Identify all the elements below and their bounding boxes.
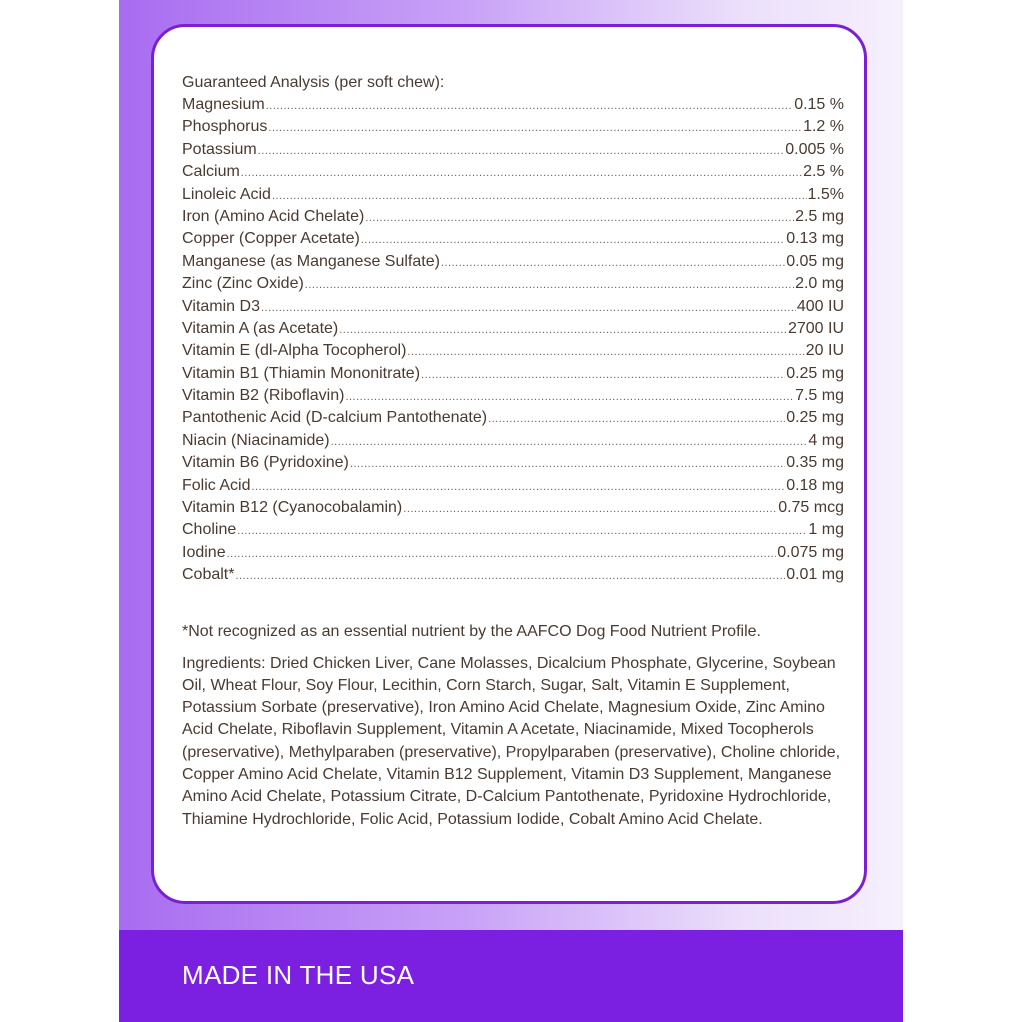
nutrient-value: 2.0 mg	[795, 275, 844, 293]
dot-leader	[266, 95, 793, 117]
analysis-row	[182, 296, 844, 318]
nutrient-name: Calcium	[182, 163, 240, 181]
analysis-row	[182, 228, 844, 250]
dot-leader	[251, 476, 785, 498]
nutrient-name: Manganese (as Manganese Sulfate)	[182, 252, 440, 270]
nutrient-value: 0.18 mg	[786, 476, 844, 494]
analysis-title: Guaranteed Analysis (per soft chew):	[182, 74, 445, 91]
nutrient-name: Iron (Amino Acid Chelate)	[182, 207, 365, 225]
nutrient-name: Magnesium	[182, 96, 265, 113]
label-content	[182, 72, 844, 831]
ingredients-text: Ingredients: Dried Chicken Liver, Cane Molasses, Dicalcium Phosphate, Glycerine, Soybean Oil, Wheat Flour, Soy Flour, Lecithin, Corn Starch, Sugar, Salt, Vitamin E Supplement, Potassium Sorbate (preservative), Iron Amino Acid Chelate, Magnesium Oxide, Zinc Amino Acid Chelate, Riboflavin Supplement, Vitamin A Acetate, Niacinamide, Mixed Tocopherols (preservative), Methylparaben (preservative), Propylparaben (preservative), Choline chloride, Copper Amino Acid Chelate, Vitamin B12 Supplement, Vitamin D3 Supplement, Manganese Amino Acid Chelate, Potassium Citrate, D-Calcium Pantothenate, Pyridoxine Hydrochloride, Thiamine Hydrochloride, Folic Acid, Potassium Iodide, Cobalt Amino Acid Chelate.	[182, 654, 841, 828]
footer-banner	[119, 930, 903, 1022]
analysis-row	[182, 251, 844, 273]
nutrient-value: 0.25 mg	[786, 364, 844, 382]
nutrient-value: 0.005 %	[785, 140, 844, 158]
nutrient-name: Vitamin B1 (Thiamin Mononitrate)	[182, 364, 421, 382]
dot-leader	[305, 274, 794, 296]
analysis-row	[182, 139, 844, 161]
analysis-table	[182, 94, 844, 587]
nutrient-value: 400 IU	[796, 297, 844, 315]
dot-leader	[237, 520, 807, 542]
nutrient-value: 4 mg	[808, 431, 844, 449]
dot-leader	[235, 565, 785, 587]
footnote: *Not recognized as an essential nutrient by the AAFCO Dog Food Nutrient Profile.	[182, 622, 761, 640]
nutrient-name: Vitamin E (dl-Alpha Tocopherol)	[182, 342, 407, 360]
analysis-row	[182, 161, 844, 183]
dot-leader	[350, 453, 785, 475]
analysis-row	[182, 519, 844, 541]
analysis-row	[182, 340, 844, 362]
made-in-usa-text: MADE IN THE USA	[182, 960, 415, 990]
dot-leader	[421, 364, 785, 386]
analysis-row	[182, 273, 844, 295]
dot-leader	[488, 408, 785, 430]
nutrient-value: 20 IU	[805, 342, 844, 360]
dot-leader	[365, 207, 794, 229]
dot-leader	[403, 498, 777, 520]
analysis-row	[182, 318, 844, 340]
nutrient-name: Vitamin B6 (Pyridoxine)	[182, 454, 349, 472]
analysis-row	[182, 94, 844, 116]
analysis-row	[182, 385, 844, 407]
dot-leader	[227, 543, 777, 565]
analysis-row	[182, 475, 844, 497]
nutrient-value: 7.5 mg	[795, 387, 844, 405]
nutrient-name: Potassium	[182, 140, 257, 158]
dot-leader	[361, 229, 785, 251]
nutrient-name: Vitamin B2 (Riboflavin)	[182, 387, 345, 405]
nutrient-value: 0.075 mg	[777, 543, 844, 561]
dot-leader	[258, 140, 785, 162]
dot-leader	[407, 341, 804, 363]
nutrient-name: Pantothenic Acid (D-calcium Pantothenate)	[182, 409, 488, 427]
dot-leader	[268, 117, 802, 139]
nutrient-value: 2.5 mg	[795, 207, 844, 225]
analysis-row	[182, 564, 844, 586]
nutrient-name: Cobalt*	[182, 566, 235, 584]
nutrient-name: Choline	[182, 521, 237, 539]
nutrient-value: 1.5%	[807, 185, 844, 203]
analysis-row	[182, 116, 844, 138]
nutrient-name: Iodine	[182, 543, 226, 561]
dot-leader	[339, 319, 787, 341]
nutrient-value: 0.01 mg	[786, 566, 844, 584]
analysis-row	[182, 407, 844, 429]
dot-leader	[441, 252, 785, 274]
nutrient-name: Zinc (Zinc Oxide)	[182, 275, 304, 293]
nutrient-name: Niacin (Niacinamide)	[182, 431, 330, 449]
analysis-row	[182, 452, 844, 474]
analysis-row	[182, 497, 844, 519]
nutrient-value: 0.75 mcg	[778, 499, 844, 517]
dot-leader	[272, 185, 807, 207]
nutrient-value: 0.05 mg	[786, 252, 844, 270]
nutrient-name: Vitamin B12 (Cyanocobalamin)	[182, 499, 403, 517]
nutrient-name: Copper (Copper Acetate)	[182, 230, 360, 248]
dot-leader	[331, 431, 808, 453]
nutrient-value: 0.25 mg	[786, 409, 844, 427]
nutrient-name: Folic Acid	[182, 476, 251, 494]
dot-leader	[241, 162, 802, 184]
dot-leader	[261, 297, 796, 319]
analysis-row	[182, 542, 844, 564]
nutrient-name: Vitamin A (as Acetate)	[182, 319, 339, 337]
nutrient-value: 0.35 mg	[786, 454, 844, 472]
dot-leader	[345, 386, 794, 408]
nutrient-name: Phosphorus	[182, 118, 268, 136]
nutrient-value: 0.15 %	[794, 96, 844, 113]
nutrient-value: 2.5 %	[803, 163, 844, 181]
nutrient-name: Linoleic Acid	[182, 185, 271, 203]
analysis-row	[182, 206, 844, 228]
analysis-row	[182, 184, 844, 206]
nutrient-value: 1.2 %	[803, 118, 844, 136]
nutrient-value: 1 mg	[808, 521, 844, 539]
nutrient-value: 2700 IU	[787, 319, 844, 337]
nutrient-name: Vitamin D3	[182, 297, 260, 315]
analysis-row	[182, 430, 844, 452]
analysis-row	[182, 363, 844, 385]
nutrient-value: 0.13 mg	[786, 230, 844, 248]
